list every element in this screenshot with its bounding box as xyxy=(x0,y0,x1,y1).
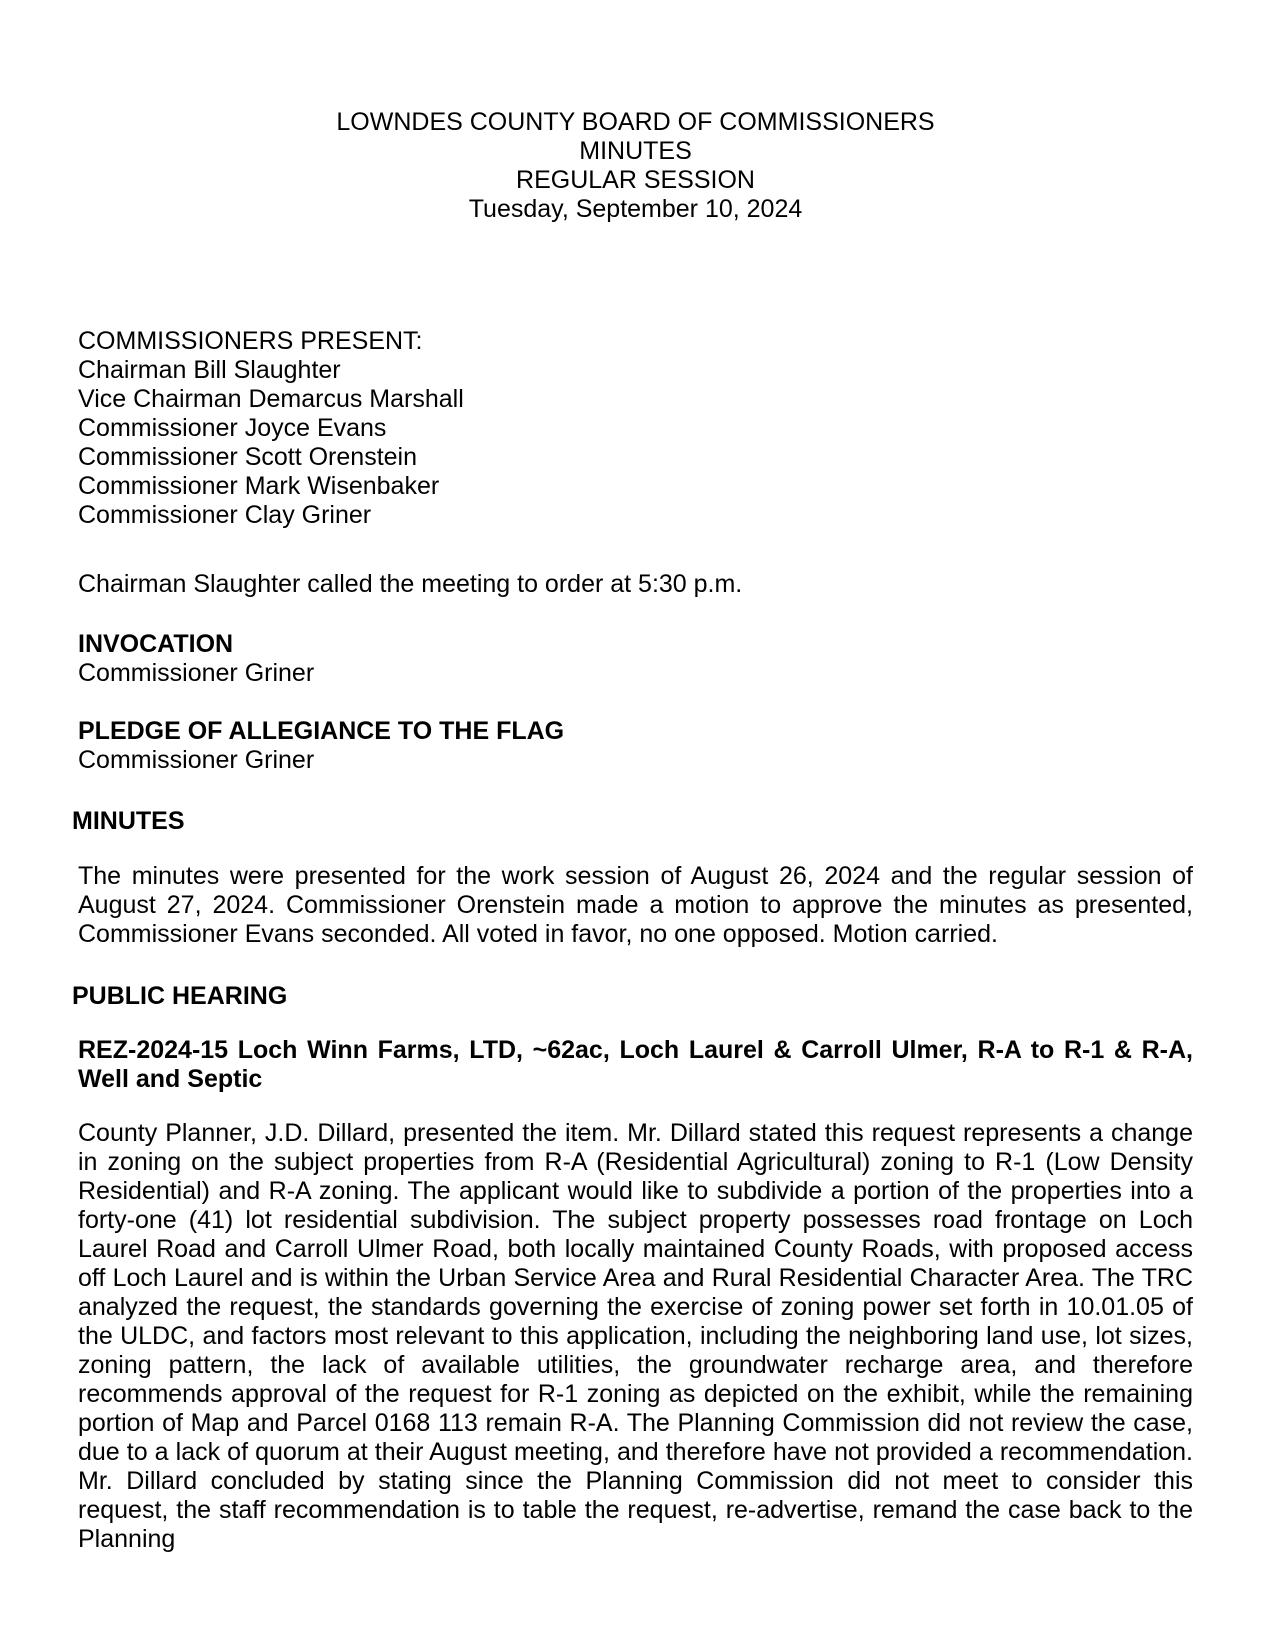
attendance-member: Chairman Bill Slaughter xyxy=(78,356,341,384)
attendance-section xyxy=(78,327,1193,530)
header-doc-type: MINUTES xyxy=(579,137,692,165)
attendance-member: Commissioner Mark Wisenbaker xyxy=(78,472,440,500)
invocation-section xyxy=(78,630,1193,688)
rezoning-item-title: REZ-2024-15 Loch Winn Farms, LTD, ~62ac, Loch Laurel & Carroll Ulmer, R-A to R-1 & R-A, Well and Septic xyxy=(78,1036,1193,1093)
pledge-section xyxy=(78,717,1193,775)
rezoning-item-body: County Planner, J.D. Dillard, presented the item. Mr. Dillard stated this request represents a change in zoning on the subject properties from R-A (Residential Agricultural) zoning to R-1 (Low Density Residential) and R-A zoning. The applicant would like to subdivide a portion of the properties into a forty-one (41) lot residential subdivision. The subject property possesses road frontage on Loch Laurel Road and Carroll Ulmer Road, both locally maintained County Roads, with proposed access off Loch Laurel and is within the Urban Service Area and Rural Residential Character Area. The TRC analyzed the request, the standards governing the exercise of zoning power set forth in 10.01.05 of the ULDC, and factors most relevant to this application, including the neighboring land use, lot sizes, zoning pattern, the lack of available utilities, the groundwater recharge area, and therefore recommends approval of the request for R-1 zoning as depicted on the exhibit, while the remaining portion of Map and Parcel 0168 113 remain R-A. The Planning Commission did not review the case, due to a lack of quorum at their August meeting, and therefore have not provided a recommendation. Mr. Dillard concluded by stating since the Planning Commission did not meet to consider this request, the staff recommendation is to table the request, re-advertise, remand the case back to the Planning xyxy=(78,1119,1193,1553)
pledge-led-by: Commissioner Griner xyxy=(78,746,315,774)
minutes-section xyxy=(72,807,1193,949)
attendance-heading: COMMISSIONERS PRESENT: xyxy=(78,327,423,355)
header-session-date: Tuesday, September 10, 2024 xyxy=(468,195,803,223)
call-to-order-text: Chairman Slaughter called the meeting to order at 5:30 p.m. xyxy=(78,570,743,598)
header-session-type: REGULAR SESSION xyxy=(516,166,755,194)
attendance-member: Commissioner Joyce Evans xyxy=(78,414,387,442)
public-hearing-section xyxy=(72,982,1193,1554)
attendance-member: Commissioner Scott Orenstein xyxy=(78,443,418,471)
invocation-given-by: Commissioner Griner xyxy=(78,659,315,687)
invocation-heading: INVOCATION xyxy=(78,630,234,658)
pledge-heading: PLEDGE OF ALLEGIANCE TO THE FLAG xyxy=(78,717,565,745)
minutes-body-paragraph: The minutes were presented for the work session of August 26, 2024 and the regular session of August 27, 2024. Commissioner Orenstein made a motion to approve the minutes as presented, Commissioner Evans seconded. All voted in favor, no one opposed. Motion carried. xyxy=(78,862,1193,948)
public-hearing-heading: PUBLIC HEARING xyxy=(72,982,288,1010)
minutes-heading: MINUTES xyxy=(72,807,185,835)
attendance-member: Commissioner Clay Griner xyxy=(78,501,372,529)
header-org-name: LOWNDES COUNTY BOARD OF COMMISSIONERS xyxy=(336,108,935,136)
document-header xyxy=(78,108,1193,224)
attendance-member: Vice Chairman Demarcus Marshall xyxy=(78,385,464,413)
